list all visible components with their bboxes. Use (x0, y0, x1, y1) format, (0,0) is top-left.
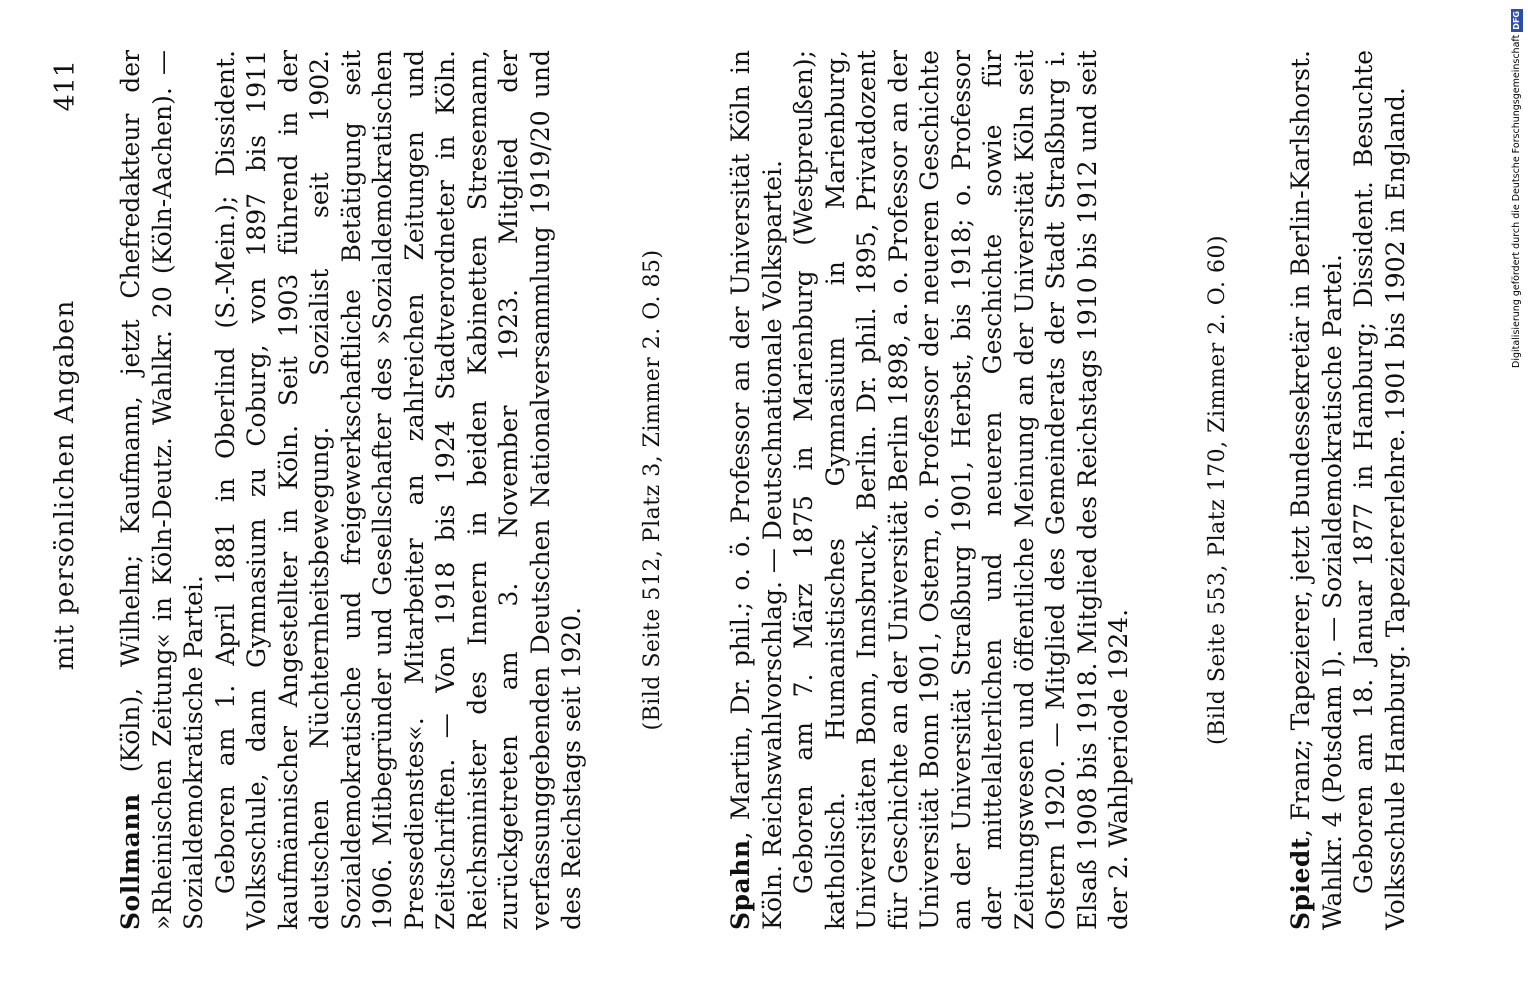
entry-head-text: , Franz; Tapezierer, jetzt Bundessekretär in Berlin-Karlshorst. Wahlkr. 4 (Potsdam I). — Sozialdemokratische Partei. (1286, 50, 1347, 930)
biography-entry (725, 50, 1135, 930)
entry-heading (1285, 50, 1348, 930)
seat-caption: (Bild Seite 553, Platz 170, Zimmer 2. O. 60) (1205, 234, 1230, 746)
running-header (50, 60, 90, 910)
seat-caption: (Bild Seite 512, Platz 3, Zimmer 2. O. 85) (640, 249, 665, 731)
page-number: 411 (50, 60, 81, 112)
entry-surname: Spahn (726, 839, 755, 930)
entry-head-text: , Martin, Dr. phil.; o. ö. Professor an der Universität Köln in Köln. Reichswahlvorschlag. — Deutschnationale Volkspartei. (726, 50, 787, 930)
entry-surname: Spiedt (1286, 837, 1315, 930)
entry-surname: Sollmann (116, 793, 145, 930)
dfg-logo: DFG (1511, 11, 1521, 30)
entry-head-text: (Köln), Wilhelm; Kaufmann, jetzt Chefredakteur der »Rheinischen Zeitung« in Köln-Deutz. Wahlkr. 20 (Köln-Aachen). — Sozialdemokratische Partei. (116, 50, 208, 930)
digitization-note: Digitalisierung gefördert durch die Deutsche Forschungsgemeinschaft (1511, 34, 1522, 368)
biography-entry (1285, 50, 1411, 930)
entry-heading (725, 50, 788, 930)
entry-body: Geboren am 18. Januar 1877 in Hamburg; Dissident. Besuchte Volksschule Hamburg. Tapeziererlehre. 1901 bis 1902 in England. (1349, 50, 1410, 930)
entry-heading (115, 50, 210, 930)
digitization-credit-text (1508, 8, 1526, 368)
digitization-credit (1508, 8, 1526, 368)
entry-body: Geboren am 7. März 1875 in Marienburg (Westpreußen); katholisch. Humanistisches Gymnasium in Marienburg, Universitäten Bonn, Innsbruck, Berlin. Dr. phil. 1895, Privatdozent für Geschichte an der Universität Berlin 1898, a. o. Professor an der Universität Bonn 1901, Ostern, o. Professor der neueren Geschichte an der Universität Straßburg 1901, Herbst, bis 1918; o. Professor der mittelalterlichen und neueren Geschichte sowie für Zeitungswesen und öffentliche Meinung an der Universität Köln seit Ostern 1920. — Mitglied des Gemeinderats der Stadt Straßburg i. Elsaß 1908 bis 1918. Mitglied des Reichstags 1910 bis 1912 und seit der 2. Wahlperiode 1924. (789, 50, 1133, 930)
entry-body: Geboren am 1. April 1881 in Oberlind (S.-Mein.); Dissident. Volksschule, dann Gymnasium zu Coburg, von 1897 bis 1911 kaufmännischer Angestellter in Köln. Seit 1903 führend in der deutschen Nüchternheitsbewegung. Sozialist seit 1902. Sozialdemokratische und freigewerkschaftliche Betätigung seit 1906. Mitbegründer und Gesellschafter des »Sozialdemokratischen Pressedienstes«. Mitarbeiter an zahlreichen Zeitungen und Zeitschriften. — Von 1918 bis 1924 Stadtverordneter in Köln. Reichsminister des Innern in beiden Kabinetten Stresemann, zurückgetreten am 3. November 1923. Mitglied der verfassunggebenden Deutschen Nationalversammlung 1919/20 und des Reichstags seit 1920. (210, 50, 586, 930)
header-title: mit persönlichen Angaben (50, 299, 80, 671)
biography-entry (115, 50, 588, 930)
